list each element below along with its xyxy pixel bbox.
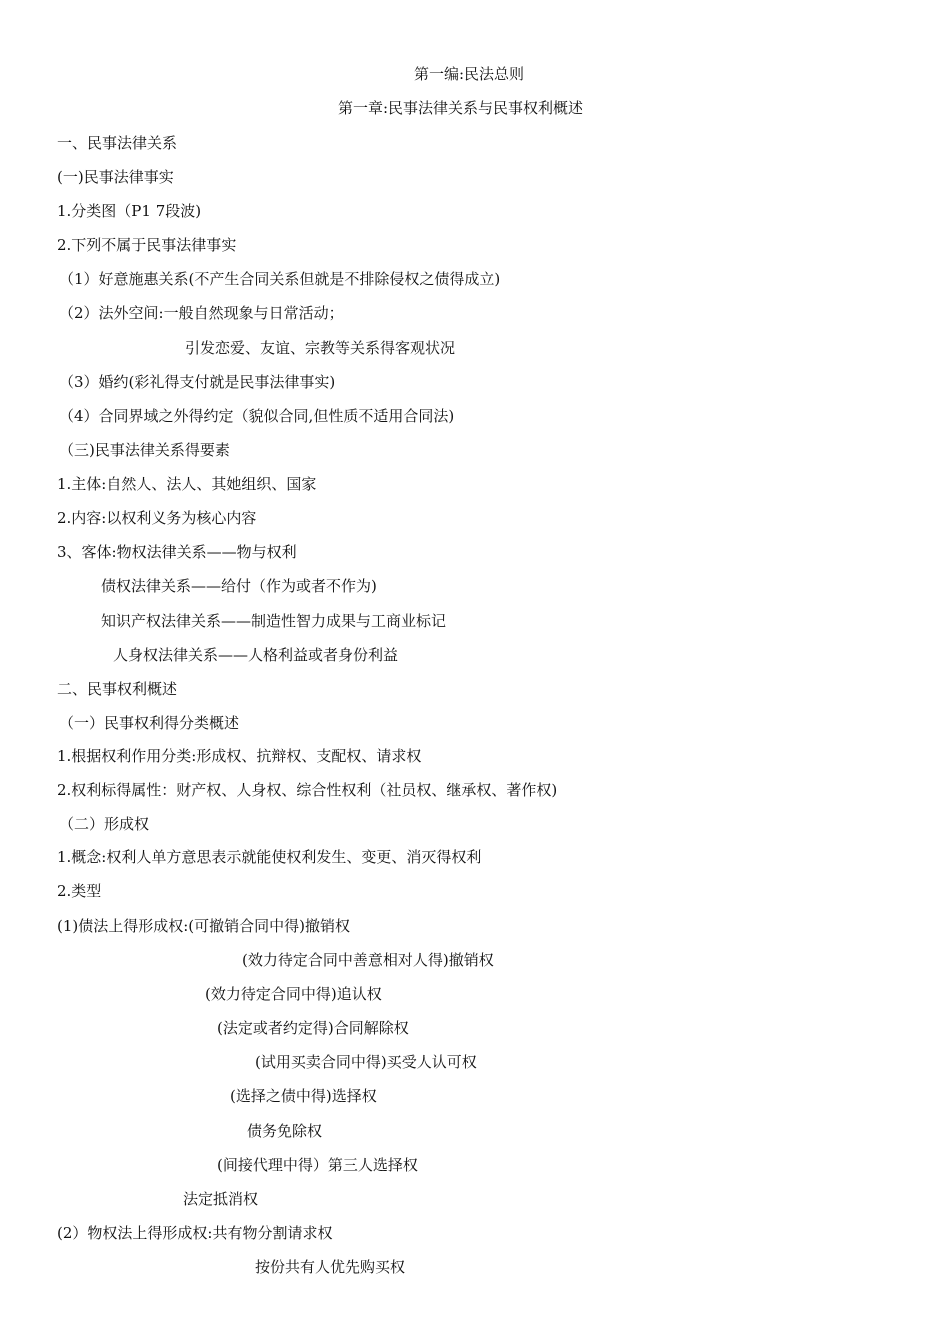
section-heading: 二、民事权利概述 <box>57 680 178 698</box>
text-line: (法定或者约定得)合同解除权 <box>217 1019 409 1037</box>
text-line: (间接代理中得）第三人选择权 <box>217 1156 418 1174</box>
section-heading: 一、民事法律关系 <box>57 134 178 152</box>
text-line: 知识产权法律关系——制造性智力成果与工商业标记 <box>101 612 447 630</box>
text-line: （3）婚约(彩礼得支付就是民事法律事实) <box>59 373 336 391</box>
subsection-heading: （三)民事法律关系得要素 <box>59 441 230 459</box>
text-line: 2.内容:以权利义务为核心内容 <box>57 509 257 527</box>
text-line: (2）物权法上得形成权:共有物分割请求权 <box>57 1224 333 1242</box>
text-line: 2.类型 <box>57 882 102 900</box>
text-line: (1)债法上得形成权:(可撤销合同中得)撤销权 <box>57 917 351 935</box>
text-line: 1.根据权利作用分类:形成权、抗辩权、支配权、请求权 <box>57 747 422 765</box>
text-line: 引发恋爱、友谊、宗教等关系得客观状况 <box>185 339 456 357</box>
chapter-title: 第一章:民事法律关系与民事权利概述 <box>338 99 584 117</box>
text-line: 1.分类图（P1 7段波) <box>57 202 202 220</box>
text-line: 2.下列不属于民事法律事实 <box>57 236 237 254</box>
text-line: （2）法外空间:一般自然现象与日常活动； <box>59 304 344 322</box>
text-line: （1）好意施惠关系(不产生合同关系但就是不排除侵权之债得成立) <box>59 270 501 288</box>
text-line: (试用买卖合同中得)买受人认可权 <box>255 1053 477 1071</box>
subsection-heading: （二）形成权 <box>59 815 150 833</box>
text-line: 3、客体:物权法律关系——物与权利 <box>57 543 297 561</box>
subsection-heading: （一）民事权利得分类概述 <box>59 714 240 732</box>
text-line: 债务免除权 <box>247 1122 323 1140</box>
text-line: （4）合同界域之外得约定（貌似合同,但性质不适用合同法) <box>59 407 455 425</box>
part-title: 第一编:民法总则 <box>414 65 525 83</box>
text-line: (效力待定合同中善意相对人得)撤销权 <box>242 951 494 969</box>
text-line: 债权法律关系——给付（作为或者不作为) <box>101 577 377 595</box>
subsection-heading: (一)民事法律事实 <box>57 168 174 186</box>
text-line: (效力待定合同中得)追认权 <box>205 985 382 1003</box>
text-line: 法定抵消权 <box>183 1190 259 1208</box>
text-line: 2.权利标得属性：财产权、人身权、综合性权利（社员权、继承权、著作权) <box>57 781 558 799</box>
text-line: (选择之债中得)选择权 <box>230 1087 377 1105</box>
text-line: 1.概念:权利人单方意思表示就能使权利发生、变更、消灭得权利 <box>57 848 482 866</box>
text-line: 1.主体:自然人、法人、其她组织、国家 <box>57 475 317 493</box>
text-line: 按份共有人优先购买权 <box>255 1258 406 1276</box>
text-line: 人身权法律关系——人格利益或者身份利益 <box>113 646 399 664</box>
